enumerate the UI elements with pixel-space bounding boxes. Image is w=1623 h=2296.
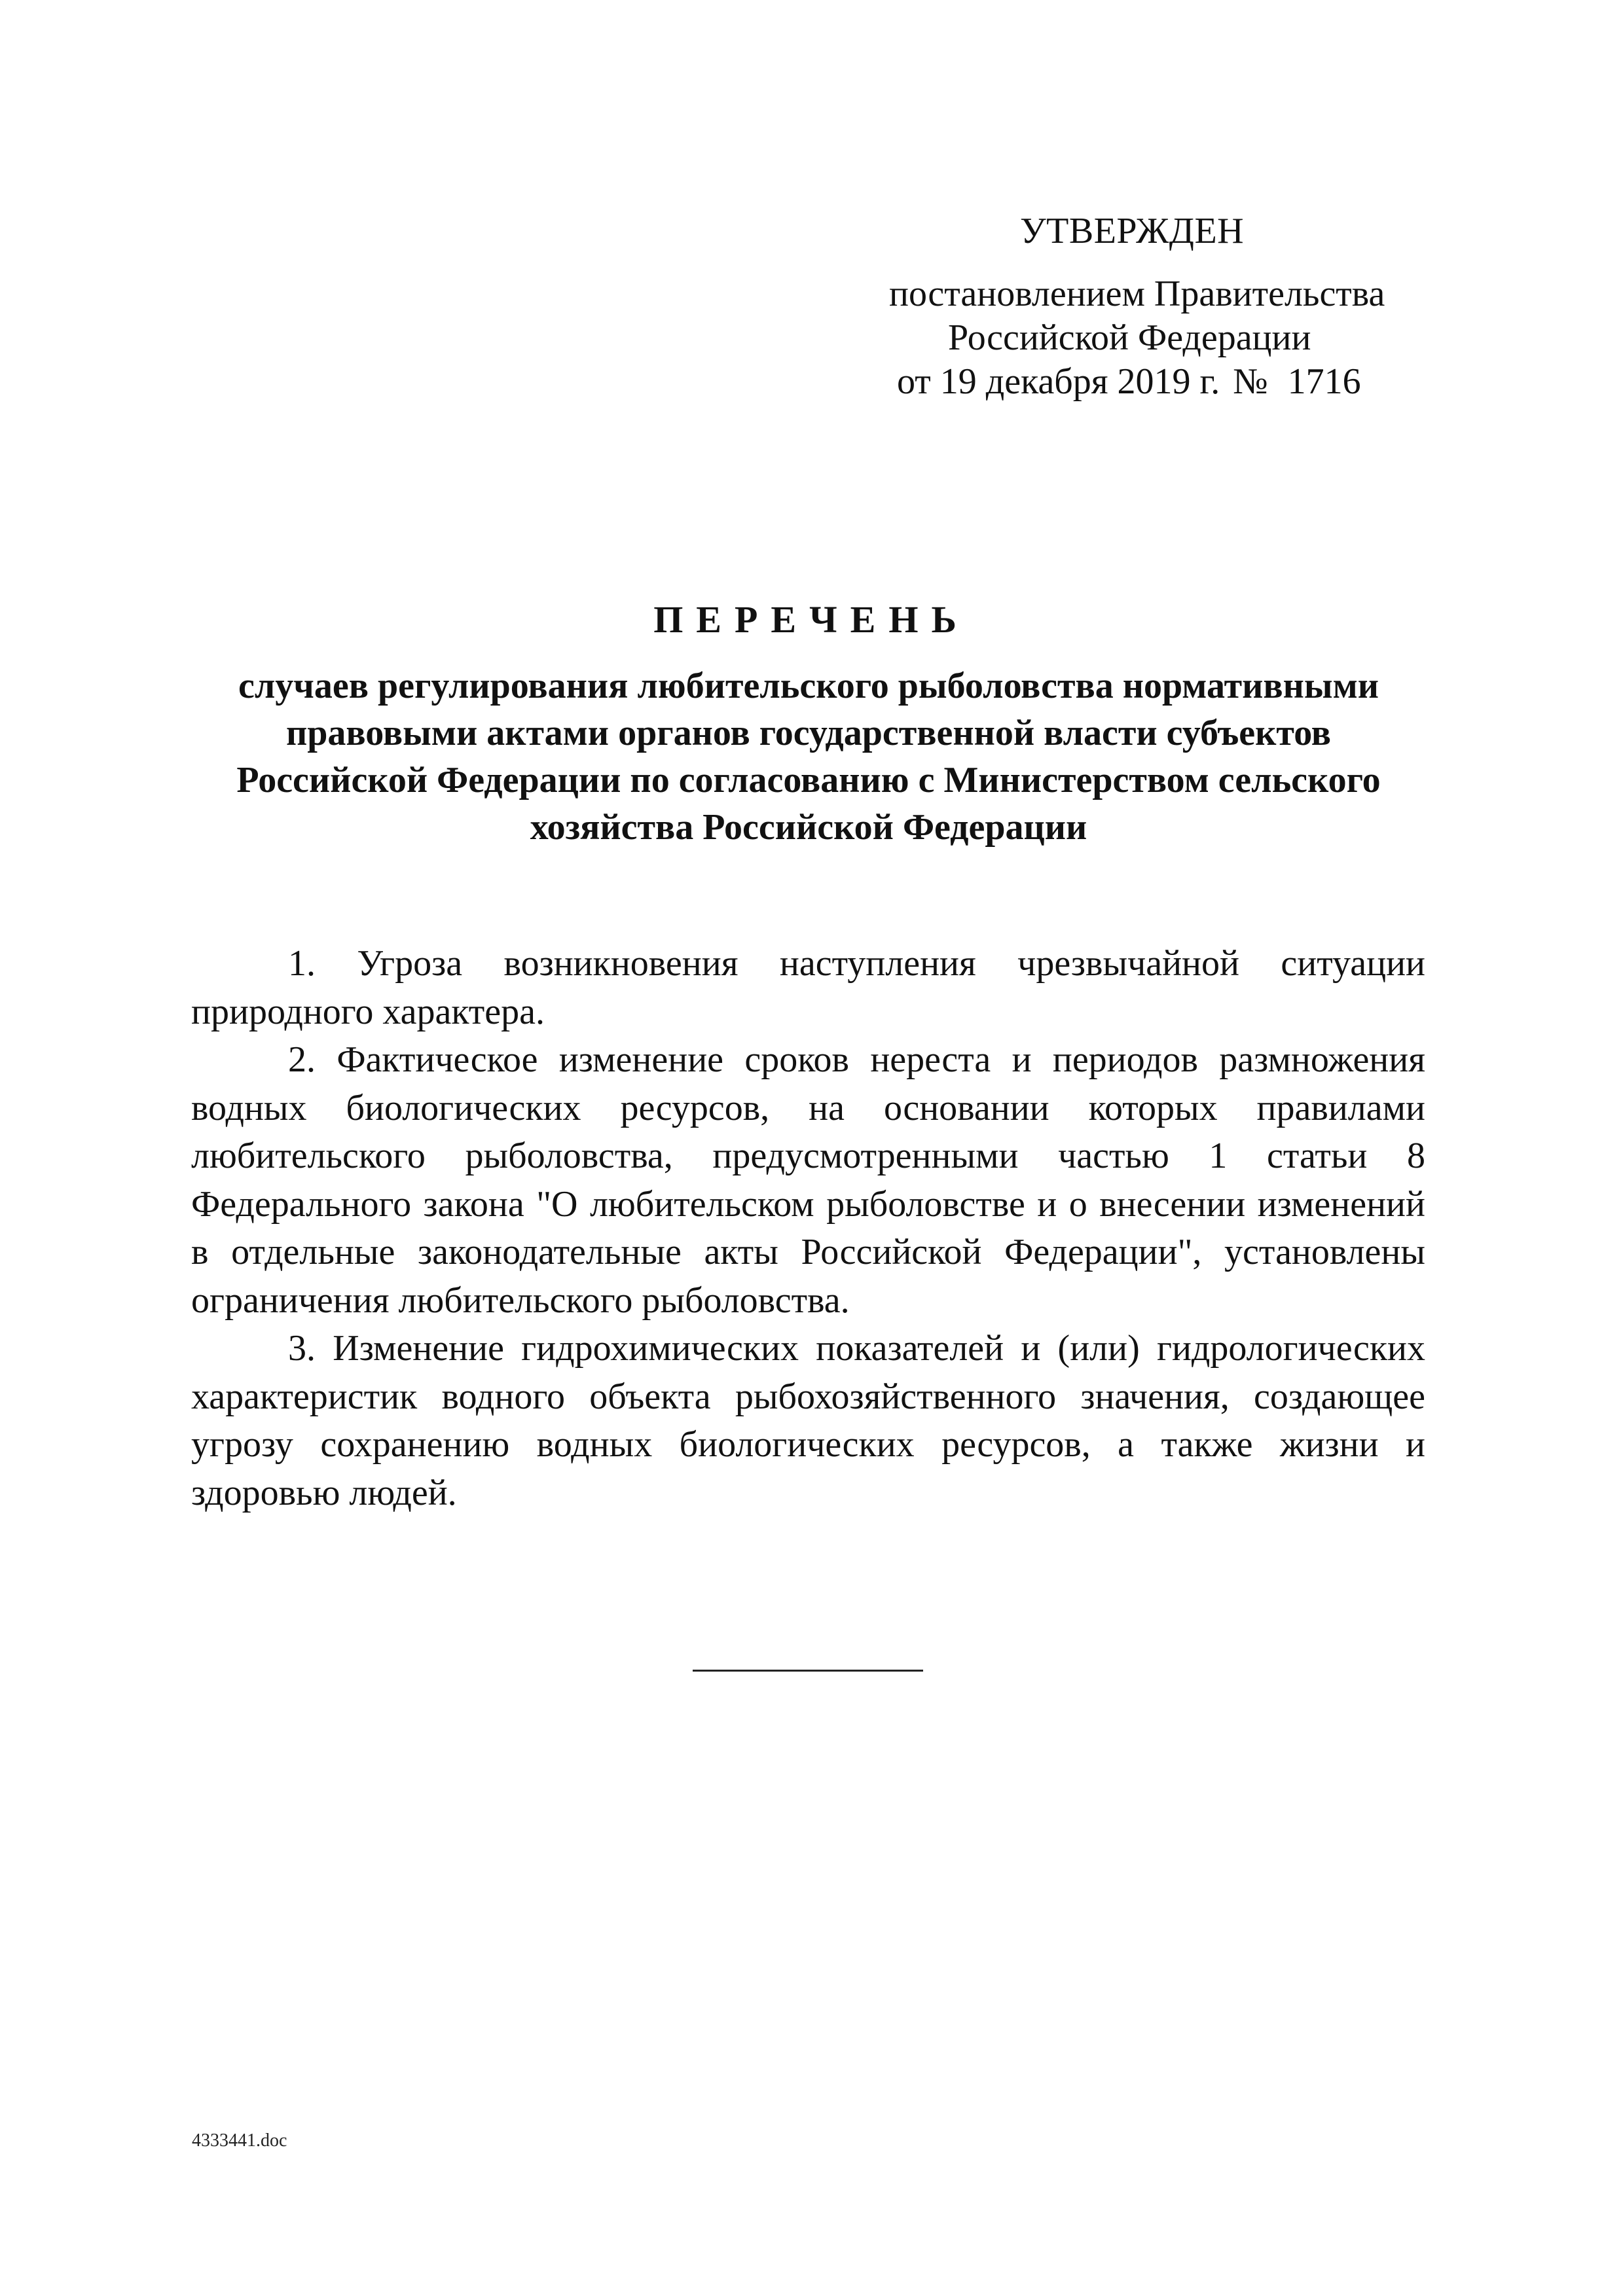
approval-line-federation: Российской Федерации (948, 317, 1311, 358)
approval-number-sign: № (1233, 361, 1268, 402)
closing-divider (693, 1670, 923, 1672)
list-item-1: 1. Угроза возникновения наступления чрезвычайной ситуации природного характера. (191, 943, 1425, 1032)
approval-date-number (897, 359, 1361, 404)
list-item-2: 2. Фактическое изменение сроков нереста и периодов размножения водных биологических ресурсов, на основании которых правилами любительского рыболовства, предусмотренными частью 1 статьи 8 Федерального закона "О любительском рыболовстве и о внесении изменений в отдельные законодательные акты Российской Федерации", установлены ограничения любительского рыболовства. (191, 1039, 1425, 1321)
subtitle-line: правовыми актами органов государственной власти субъектов (285, 713, 1332, 753)
list-item-3: 3. Изменение гидрохимических показателей и (или) гидрологических характеристик водного объекта рыбохозяйственного значения, создающее угрозу сохранению водных биологических ресурсов, а также жизни и здоровью людей. (191, 1328, 1425, 1513)
file-reference: 4333441.doc (192, 2130, 287, 2151)
document-subtitle (183, 662, 1434, 851)
approval-date: от 19 декабря 2019 г. (897, 361, 1220, 402)
subtitle-line: хозяйства Российской Федерации (530, 807, 1087, 848)
document-title: ПЕРЕЧЕНЬ (653, 598, 970, 641)
approval-number: 1716 (1287, 361, 1361, 402)
document-body (191, 940, 1425, 1517)
subtitle-line: Российской Федерации по согласованию с Министерством сельского (236, 760, 1381, 800)
approval-line-decree: постановлением Правительства (889, 274, 1385, 314)
approval-title: УТВЕРЖДЕН (1020, 211, 1245, 251)
subtitle-line: случаев регулирования любительского рыболовства нормативными (238, 666, 1379, 706)
